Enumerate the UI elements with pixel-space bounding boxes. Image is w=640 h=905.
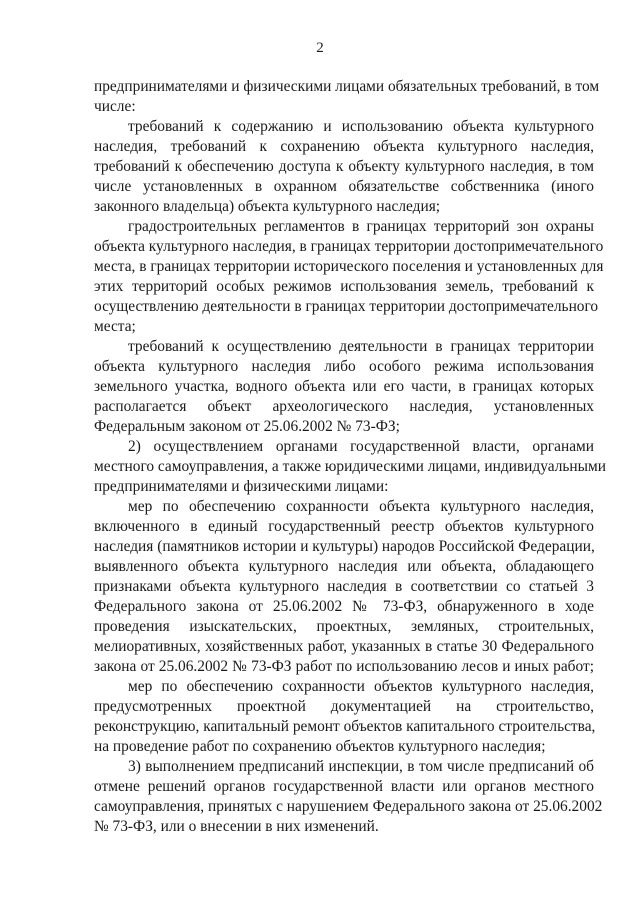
page-number: 2 <box>316 40 324 56</box>
text-line: отмене решений органов государственной власти или органов местного <box>94 778 594 795</box>
text-line: Федеральным законом от 25.06.2002 № 73-ФЗ; <box>94 418 400 435</box>
text-line: места; <box>94 318 136 335</box>
text-line: градостроительных регламентов в границах территорий зон охраны <box>128 218 594 235</box>
text-line: объекта культурного наследия, в границах территории достопримечательного <box>94 238 604 255</box>
text-line: места, в границах территории исторического поселения и установленных для <box>94 258 604 275</box>
text-line: мер по обеспечению сохранности объектов культурного наследия, <box>128 678 594 695</box>
text-line: наследия, требований к сохранению объекта культурного наследия, <box>94 138 594 155</box>
text-line: осуществлению деятельности в границах территории достопримечательного <box>94 298 599 315</box>
text-line: на проведение работ по сохранению объектов культурного наследия; <box>94 738 546 755</box>
text-line: закона от 25.06.2002 № 73-ФЗ работ по использованию лесов и иных работ; <box>94 658 594 675</box>
text-line: проведения изыскательских, проектных, земляных, строительных, <box>94 618 594 635</box>
text-line: объекта культурного наследия либо особого режима использования <box>94 358 594 375</box>
text-line: наследия (памятников истории и культуры) народов Российской Федерации, <box>94 538 595 555</box>
text-line: № 73-ФЗ, или о внесении в них изменений. <box>94 818 379 835</box>
text-line: Федерального закона от 25.06.2002 № 73-ФЗ, обнаруженного в ходе <box>94 598 594 615</box>
text-line: мер по обеспечению сохранности объекта культурного наследия, <box>128 498 594 515</box>
text-line: земельного участка, водного объекта или его части, в границах которых <box>94 378 594 395</box>
text-line: местного самоуправления, а также юридическими лицами, индивидуальными <box>94 458 606 475</box>
text-line: мелиоративных, хозяйственных работ, указанных в статье 30 Федерального <box>94 638 594 655</box>
text-line: выявленного объекта культурного наследия или объекта, обладающего <box>94 558 594 575</box>
text-line: числе установленных в охранном обязательстве собственника (иного <box>94 178 594 195</box>
text-line: 2) осуществлением органами государственной власти, органами <box>128 438 594 455</box>
text-line: этих территорий особых режимов использования земель, требований к <box>94 278 594 295</box>
text-line: предпринимателями и физическими лицами обязательных требований, в том <box>94 78 600 95</box>
text-line: реконструкцию, капитальный ремонт объектов капитального строительства, <box>94 718 596 735</box>
text-line: располагается объект археологического наследия, установленных <box>94 398 594 415</box>
text-line: предусмотренных проектной документацией на строительство, <box>94 698 594 715</box>
text-line: требований к осуществлению деятельности в границах территории <box>128 338 594 355</box>
text-line: включенного в единый государственный реестр объектов культурного <box>94 518 594 535</box>
text-line: числе: <box>94 98 136 115</box>
text-line: требований к содержанию и использованию объекта культурного <box>128 118 594 135</box>
text-line: самоуправления, принятых с нарушением Федерального закона от 25.06.2002 <box>94 798 603 815</box>
text-line: 3) выполнением предписаний инспекции, в том числе предписаний об <box>128 758 594 775</box>
text-line: требований к обеспечению доступа к объекту культурного наследия, в том <box>94 158 594 175</box>
text-line: предпринимателями и физическими лицами: <box>94 478 389 495</box>
text-line: признаками объекта культурного наследия в соответствии со статьей 3 <box>94 578 594 595</box>
text-line: законного владельца) объекта культурного наследия; <box>94 198 441 215</box>
